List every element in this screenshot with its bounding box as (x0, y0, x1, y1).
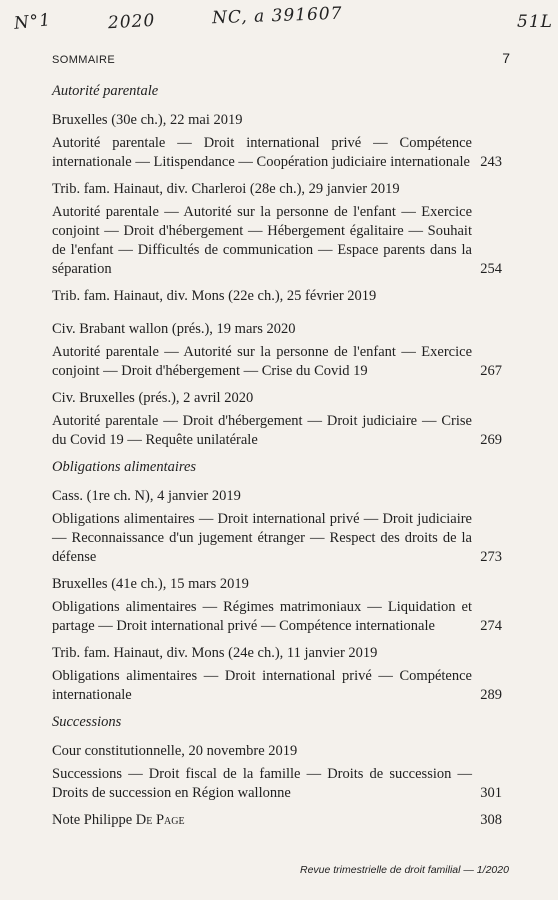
court-reference: Trib. fam. Hainaut, div. Charleroi (28e ch.), 29 janvier 2019 (52, 181, 400, 197)
toc-entry[interactable] (52, 389, 502, 450)
entry-description: Autorité parentale — Droit d'hébergement — Droit judiciaire — Crise du Covid 19 — Requête unilatérale (52, 413, 472, 448)
entry-page: 254 (480, 261, 502, 277)
toc-entry[interactable] (52, 320, 502, 381)
handwritten-annotations (0, 2, 558, 42)
court-reference: Cass. (1re ch. N), 4 janvier 2019 (52, 488, 241, 504)
note-prefix: Note Philippe (52, 812, 136, 828)
section-title: SOMMAIRE (52, 54, 116, 66)
entry-description: Autorité parentale — Autorité sur la personne de l'enfant — Exercice conjoint — Droit d'hébergement — Crise du Covid 19 (52, 344, 472, 379)
toc-entry[interactable] (52, 111, 502, 172)
note-page: 308 (480, 812, 502, 828)
entry-description: Autorité parentale — Droit international privé — Compétence internationale — Litispendance — Coopération judiciaire internationale (52, 135, 472, 170)
court-reference: Cour constitutionnelle, 20 novembre 2019 (52, 743, 298, 759)
handwritten-code: 51L (517, 12, 553, 32)
court-reference: Trib. fam. Hainaut, div. Mons (22e ch.), 25 février 2019 (52, 288, 377, 304)
entry-page: 243 (480, 154, 502, 170)
toc-entry[interactable] (52, 742, 502, 803)
journal-footer: Revue trimestrielle de droit familial — 1/2020 (300, 864, 509, 876)
toc-entry[interactable] (52, 575, 502, 636)
entry-page: 267 (480, 363, 502, 379)
page-header (52, 50, 510, 66)
toc-entry[interactable] (52, 644, 502, 705)
toc-entry[interactable] (52, 180, 502, 279)
court-reference: Bruxelles (41e ch.), 15 mars 2019 (52, 576, 249, 592)
court-reference: Civ. Brabant wallon (prés.), 19 mars 2020 (52, 321, 296, 337)
entry-page: 269 (480, 432, 502, 448)
entry-description: Successions — Droit fiscal de la famille — Droits de succession — Droits de succession en Région wallonne (52, 766, 472, 801)
entry-description: Obligations alimentaires — Droit international privé — Compétence internationale (52, 668, 472, 703)
handwritten-reference: NC, a 391607 (211, 3, 343, 29)
toc-note[interactable] (52, 811, 502, 830)
court-reference: Trib. fam. Hainaut, div. Mons (24e ch.), 11 janvier 2019 (52, 645, 378, 661)
toc-entry[interactable] (52, 487, 502, 567)
entry-page: 289 (480, 687, 502, 703)
entry-page: 274 (480, 618, 502, 634)
category-title: Autorité parentale (52, 83, 159, 99)
note-author: De Page (135, 812, 185, 828)
entry-description: Obligations alimentaires — Régimes matrimoniaux — Liquidation et partage — Droit international privé — Compétence internationale (52, 599, 472, 634)
page-number: 7 (502, 50, 510, 66)
court-reference: Bruxelles (30e ch.), 22 mai 2019 (52, 112, 243, 128)
entry-page: 273 (480, 549, 502, 565)
table-of-contents (52, 82, 502, 830)
court-reference: Civ. Bruxelles (prés.), 2 avril 2020 (52, 390, 254, 406)
toc-entry[interactable] (52, 287, 498, 306)
handwritten-number: N°1 (13, 10, 53, 34)
handwritten-year: 2020 (107, 10, 156, 34)
entry-description: Autorité parentale — Autorité sur la personne de l'enfant — Exercice conjoint — Droit d'hébergement — Hébergement égalitaire — Souhait de l'enfant — Difficultés de communication — Espace parents dans la séparation (52, 204, 472, 277)
category-title: Successions (52, 714, 122, 730)
category-title: Obligations alimentaires (52, 459, 197, 475)
entry-page: 301 (480, 785, 502, 801)
entry-description: Obligations alimentaires — Droit international privé — Droit judiciaire — Reconnaissance d'un jugement étranger — Respect des droits de la défense (52, 511, 472, 565)
